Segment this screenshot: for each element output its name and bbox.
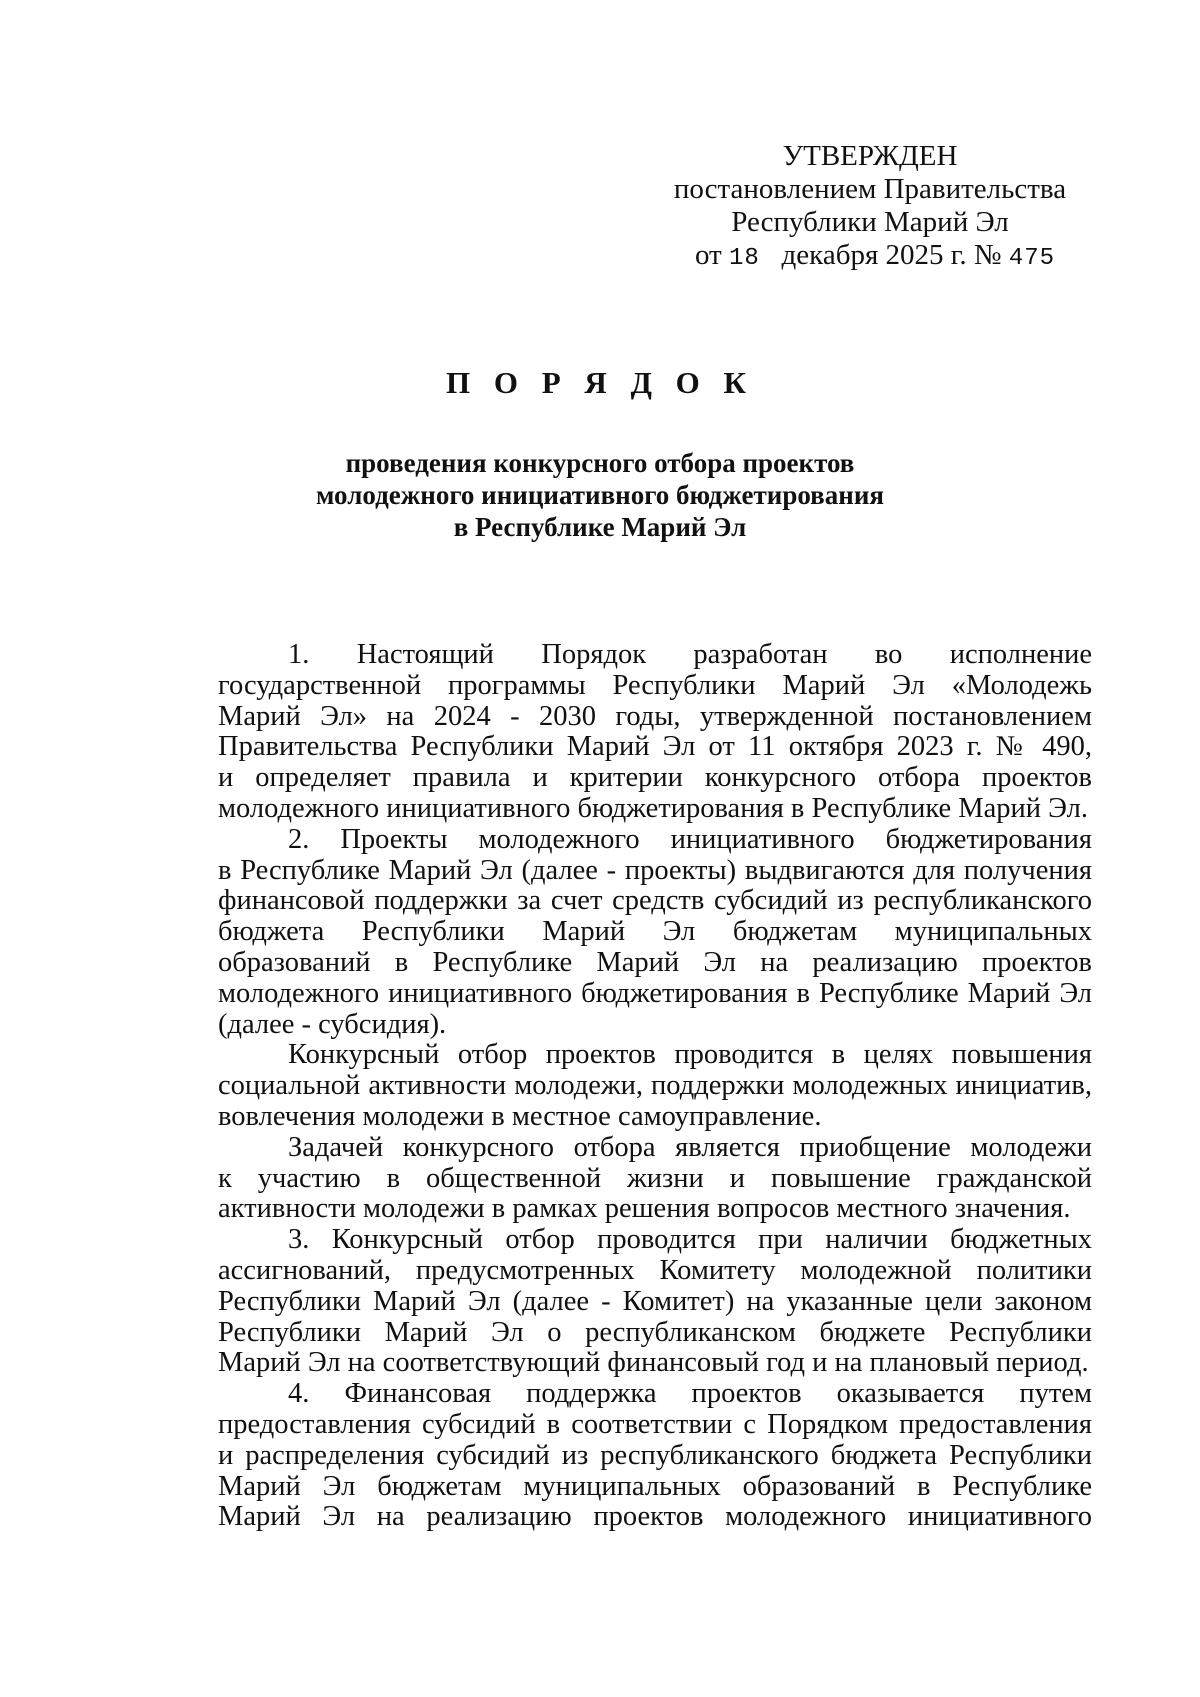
body-line: Республики Марий Эл (далее - Комитет) на указанные цели законом [218,1285,1092,1317]
body-line: Марий Эл на соответствующий финансовый год и на плановый период. [218,1347,1089,1379]
approval-issuer-region: Республики Марий Эл [731,206,1009,238]
body-line: Правительства Республики Марий Эл от 11 октября 2023 г. № 490, [218,731,1092,763]
body-line: 2. Проекты молодежного инициативного бюджетирования [288,823,1092,855]
body-line: молодежного инициативного бюджетирования в Республике Марий Эл [218,977,1092,1009]
approval-date-day: 18 [728,245,760,272]
body-line: и определяет правила и критерии конкурсного отбора проектов [218,762,1092,794]
body-line: 1. Настоящий Порядок разработан во исполнение [288,639,1092,670]
body-line: в Республике Марий Эл (далее - проекты) выдвигаются для получения [218,854,1092,886]
body-line: Марий Эл бюджетам муниципальных образований в Республике [218,1470,1092,1502]
document-subtitle [300,447,900,543]
body-line: вовлечения молодежи в местное самоуправление. [218,1100,822,1132]
body-line: и распределения субсидий из республиканского бюджета Республики [218,1439,1092,1471]
body-line: активности молодежи в рамках решения вопросов местного значения. [218,1193,1071,1225]
body-line: ассигнований, предусмотренных Комитету молодежной политики [218,1254,1092,1286]
approval-date-prefix: от [694,239,722,271]
document-title: П О Р Я Д О К [446,365,754,400]
approval-stamp [650,140,1090,275]
approval-date-line [650,239,1090,275]
body-line: государственной программы Республики Марий Эл «Молодежь [218,669,1092,701]
body-line: 4. Финансовая поддержка проектов оказывается путем [288,1378,1092,1410]
approval-date-rest: декабря 2025 г. № [781,239,1002,271]
body-line: социальной активности молодежи, поддержки молодежных инициатив, [218,1070,1092,1102]
body-line: бюджета Республики Марий Эл бюджетам муниципальных [218,916,1092,948]
body-line: к участию в общественной жизни и повышение гражданской [218,1162,1092,1194]
subtitle-line: проведения конкурсного отбора проектов [345,448,855,478]
body-line: предоставления субсидий в соответствии с Порядком предоставления [218,1408,1092,1440]
body-line: образований в Республике Марий Эл на реализацию проектов [218,946,1092,978]
approval-heading: УТВЕРЖДЕН [782,140,958,172]
body-line: (далее - субсидия). [218,1008,447,1040]
subtitle-line: в Республике Марий Эл [453,512,747,542]
body-line: Республики Марий Эл о республиканском бюджете Республики [218,1316,1092,1348]
approval-issuer: постановлением Правительства [673,173,1067,205]
body-line: Задачей конкурсного отбора является приобщение молодежи [288,1131,1092,1163]
body-line: 3. Конкурсный отбор проводится при наличии бюджетных [288,1224,1092,1256]
body-line: молодежного инициативного бюджетирования в Республике Марий Эл. [218,792,1088,824]
approval-document-number: 475 [1008,245,1056,272]
document-body [218,640,1092,1533]
body-line: Марий Эл на реализацию проектов молодежного инициативного [218,1501,1092,1533]
subtitle-line: молодежного инициативного бюджетирования [316,480,884,510]
body-line: Марий Эл» на 2024 - 2030 годы, утвержденной постановлением [218,700,1092,732]
body-line: финансовой поддержки за счет средств субсидий из республиканского [218,885,1092,917]
body-line: Конкурсный отбор проектов проводится в целях повышения [288,1039,1092,1071]
